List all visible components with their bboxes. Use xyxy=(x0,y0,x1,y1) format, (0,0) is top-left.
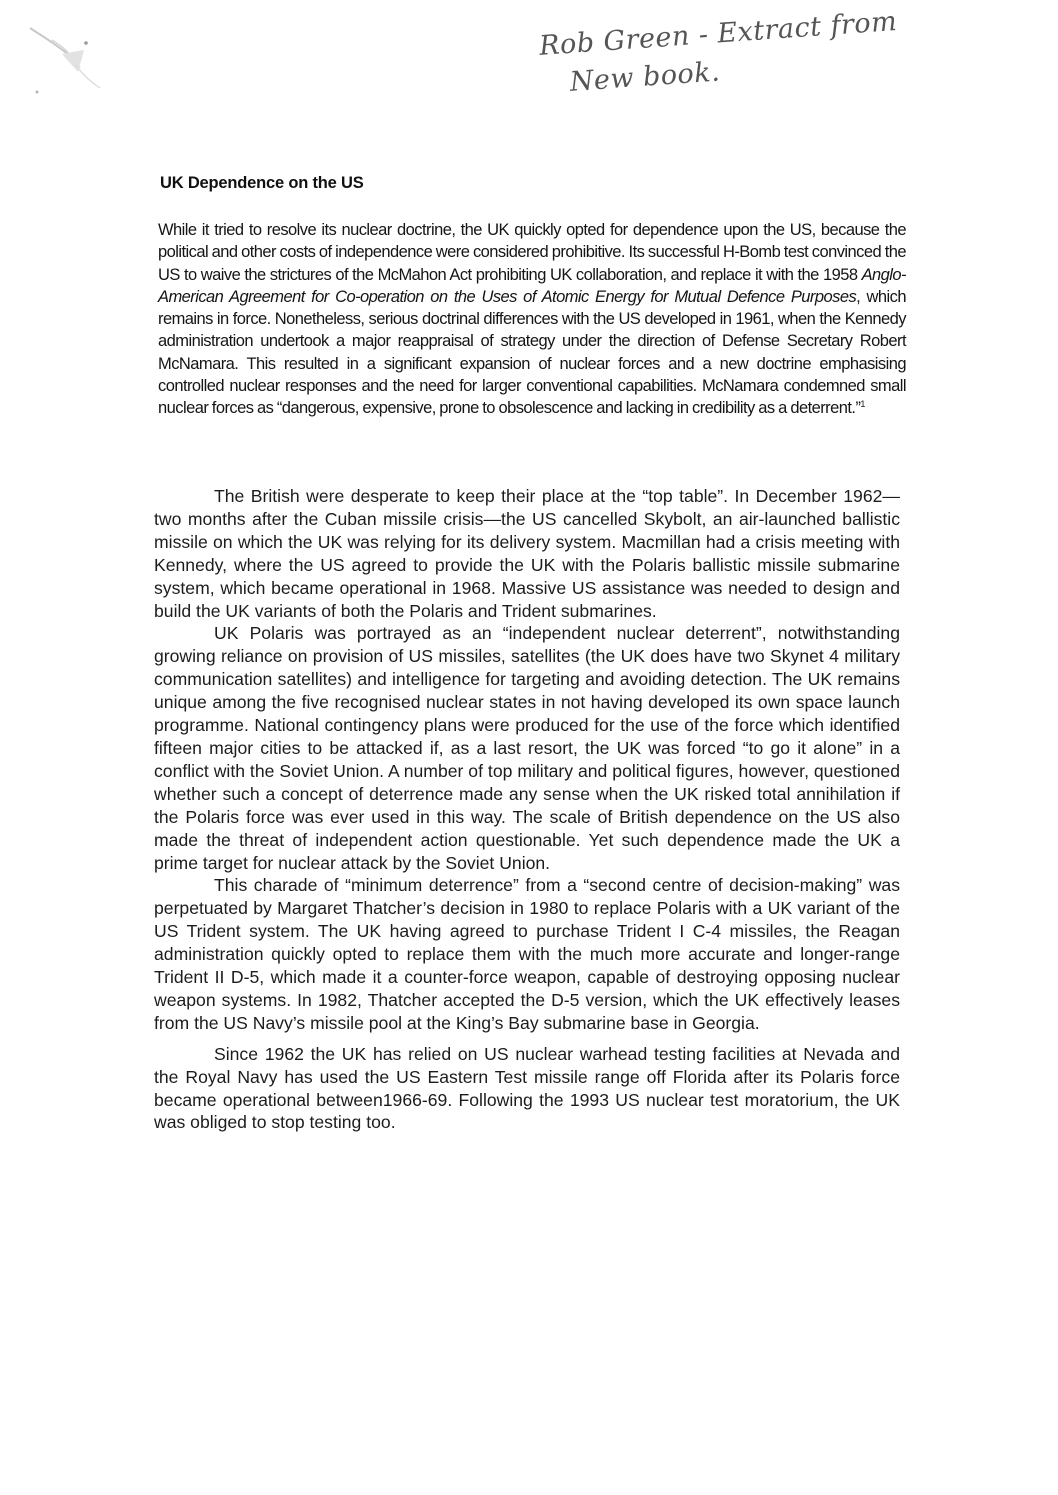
scan-smudge-mark xyxy=(22,10,132,105)
annotation-line-2: New book. xyxy=(568,56,722,98)
paragraph-trident: This charade of “minimum deterrence” from a “second centre of decision-making” was perpetuated by Margaret Thatcher’s decision in 1980 to replace Polaris with a UK variant of the US Trident system. The UK having agreed to purchase Trident I C-4 missiles, the Reagan administration quickly opted to replace them with the much more accurate and longer-range Trident II D-5, which made it a counter-force weapon, capable of destroying opposing nuclear weapon systems. In 1982, Thatcher accepted the D-5 version, which the UK effectively leases from the US Navy’s missile pool at the King’s Bay submarine base in Georgia. xyxy=(154,875,900,1033)
agreement-title: Anglo-American Agreement for Co-operation on the Uses of Atomic Energy for Mutual Defence Purposes xyxy=(158,265,906,306)
paragraph-testing: Since 1962 the UK has relied on US nuclear warhead testing facilities at Nevada and the Royal Navy has used the US Eastern Test missile range off Florida after its Polaris force became operational between1966-69. Following the 1993 US nuclear test moratorium, the UK was obliged to stop testing too. xyxy=(154,1043,900,1133)
footnote-marker: 1 xyxy=(860,399,865,410)
body-text xyxy=(154,485,900,1134)
intro-text-start: While it tried to resolve its nuclear doctrine, the UK quickly opted for dependence upon the US, because the political and other costs of independence were considered prohibitive. Its successful H-Bomb test convinced the US to waive the strictures of the McMahon Act prohibiting UK collaboration, and replace it with the 1958 xyxy=(158,221,906,284)
paragraph-polaris: UK Polaris was portrayed as an “independent nuclear deterrent”, notwithstanding growing reliance on provision of US missiles, satellites (the UK does have two Skynet 4 military communication satellites) and intelligence for targeting and avoiding detection. The UK remains unique among the five recognised nuclear states in not having developed its own space launch programme. National contingency plans were produced for the use of the force which identified fifteen major cities to be attacked if, as a last resort, the UK was forced “to go it alone” in a conflict with the Soviet Union. A number of top military and political figures, however, questioned whether such a concept of deterrence made any sense when the UK risked total annihilation if the Polaris force was ever used in this way. The scale of British dependence on the US also made the threat of independent action questionable. Yet such dependence made the UK a prime target for nuclear attack by the Soviet Union. xyxy=(154,623,900,873)
annotation-line-1: Rob Green - Extract from xyxy=(538,5,899,62)
section-heading: UK Dependence on the US xyxy=(160,174,364,192)
intro-paragraph xyxy=(158,219,906,420)
intro-text-end: , which remains in force. Nonetheless, serious doctrinal differences with the US developed in 1961, when the Kennedy administration undertook a major reappraisal of strategy under the direction of Defense Secretary Robert McNamara. This resulted in a significant expansion of nuclear forces and a new doctrine emphasising controlled nuclear responses and the need for larger conventional capabilities. McNamara condemned small nuclear forces as “dangerous, expensive, prone to obsolescence and lacking in credibility as a deterrent.” xyxy=(158,287,906,418)
paragraph-top-table: The British were desperate to keep their place at the “top table”. In December 1962—two months after the Cuban missile crisis—the US cancelled Skybolt, an air-launched ballistic missile on which the UK was relying for its delivery system. Macmillan had a crisis meeting with Kennedy, where the US agreed to provide the UK with the Polaris ballistic missile submarine system, which became operational in 1968. Massive US assistance was needed to design and build the UK variants of both the Polaris and Trident submarines. xyxy=(154,486,900,621)
handwritten-annotation xyxy=(538,3,902,104)
